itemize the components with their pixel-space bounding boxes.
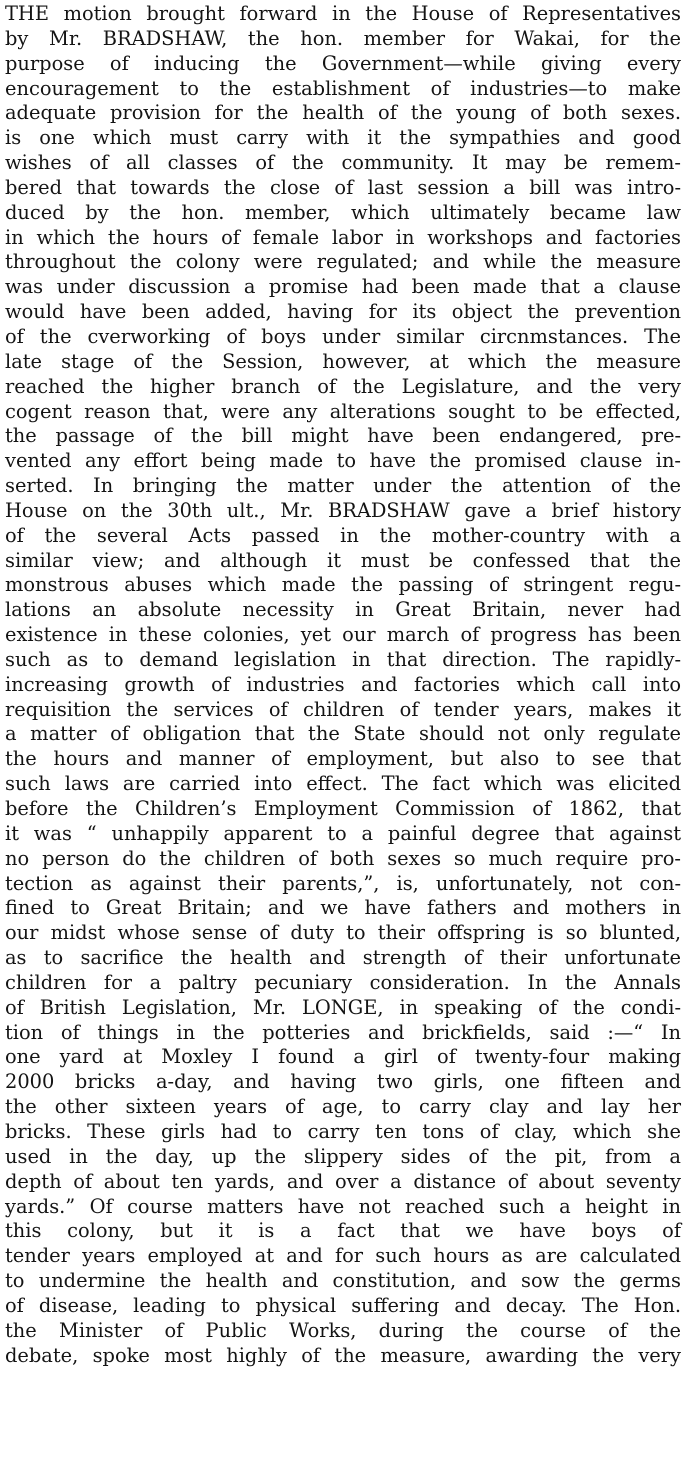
- text-line: would have been added, having for its object the prevention: [5, 300, 681, 324]
- text-line: as to sacrifice the health and strength of their unfortunate: [5, 946, 681, 970]
- text-line: wishes of all classes of the community. It may be remem-: [5, 151, 681, 175]
- text-line: in which the hours of female labor in workshops and factories: [5, 225, 681, 249]
- text-line: by Mr. BRADSHAW, the hon. member for Wakai, for the: [5, 26, 681, 50]
- text-line: purpose of inducing the Government—while giving every: [5, 51, 681, 75]
- text-line: this colony, but it is a fact that we have boys of: [5, 1219, 681, 1243]
- text-line: is one which must carry with it the sympathies and good: [5, 126, 681, 150]
- text-line: such as to demand legislation in that direction. The rapidly-: [5, 647, 681, 671]
- text-line: of disease, leading to physical suffering and decay. The Hon.: [5, 1293, 681, 1317]
- text-line: of the several Acts passed in the mother-country with a: [5, 523, 681, 547]
- text-line: throughout the colony were regulated; and while the measure: [5, 250, 681, 274]
- text-line: tection as against their parents,”, is, unfortunately, not con-: [5, 871, 681, 895]
- text-line: no person do the children of both sexes so much require pro-: [5, 846, 681, 870]
- text-line: 2000 bricks a-day, and having two girls, one fifteen and: [5, 1070, 681, 1094]
- text-line: existence in these colonies, yet our march of progress has been: [5, 623, 681, 647]
- article-body: [5, 2, 681, 1368]
- text-line: cogent reason that, were any alterations sought to be effected,: [5, 399, 681, 423]
- text-line: used in the day, up the slippery sides of the pit, from a: [5, 1144, 681, 1168]
- text-line: tender years employed at and for such hours as are calculated: [5, 1244, 681, 1268]
- text-line: fined to Great Britain; and we have fathers and mothers in: [5, 896, 681, 920]
- text-line: tion of things in the potteries and brickfields, said :—“ In: [5, 1020, 681, 1044]
- text-line: such laws are carried into effect. The fact which was elicited: [5, 772, 681, 796]
- text-line: late stage of the Session, however, at which the measure: [5, 349, 681, 373]
- text-line: bered that towards the close of last session a bill was intro-: [5, 175, 681, 199]
- text-line: duced by the hon. member, which ultimately became law: [5, 200, 681, 224]
- text-line: lations an absolute necessity in Great Britain, never had: [5, 598, 681, 622]
- text-line: similar view; and although it must be confessed that the: [5, 548, 681, 572]
- text-line: debate, spoke most highly of the measure, awarding the very: [5, 1343, 681, 1367]
- text-line: reached the higher branch of the Legislature, and the very: [5, 374, 681, 398]
- text-line: vented any effort being made to have the promised clause in-: [5, 449, 681, 473]
- text-line: encouragement to the establishment of industries—to make: [5, 76, 681, 100]
- text-line: children for a paltry pecuniary consideration. In the Annals: [5, 970, 681, 994]
- text-line: our midst whose sense of duty to their offspring is so blunted,: [5, 921, 681, 945]
- text-line: it was “ unhappily apparent to a painful degree that against: [5, 821, 681, 845]
- text-line: the hours and manner of employment, but also to see that: [5, 747, 681, 771]
- text-line: monstrous abuses which made the passing of stringent regu-: [5, 573, 681, 597]
- text-line: THE motion brought forward in the House of Representatives: [5, 2, 681, 25]
- text-line: adequate provision for the health of the young of both sexes.: [5, 101, 681, 125]
- text-line: serted. In bringing the matter under the attention of the: [5, 474, 681, 498]
- text-line: the passage of the bill might have been endangered, pre-: [5, 424, 681, 448]
- text-line: to undermine the health and constitution, and sow the germs: [5, 1269, 681, 1293]
- text-line: bricks. These girls had to carry ten tons of clay, which she: [5, 1119, 681, 1143]
- text-line: depth of about ten yards, and over a distance of about seventy: [5, 1169, 681, 1193]
- text-line: the other sixteen years of age, to carry clay and lay her: [5, 1095, 681, 1119]
- text-line: a matter of obligation that the State should not only regulate: [5, 722, 681, 746]
- text-line: increasing growth of industries and factories which call into: [5, 672, 681, 696]
- text-line: the Minister of Public Works, during the course of the: [5, 1318, 681, 1342]
- text-line: before the Children’s Employment Commission of 1862, that: [5, 797, 681, 820]
- text-line: requisition the services of children of tender years, makes it: [5, 697, 681, 721]
- text-line: one yard at Moxley I found a girl of twenty-four making: [5, 1045, 681, 1069]
- text-line: of the cverworking of boys under similar circnmstances. The: [5, 324, 681, 348]
- text-line: House on the 30th ult., Mr. BRADSHAW gave a brief history: [5, 498, 681, 522]
- text-line: was under discussion a promise had been made that a clause: [5, 275, 681, 299]
- text-line: of British Legislation, Mr. LONGE, in speaking of the condi-: [5, 995, 681, 1019]
- text-line: yards.” Of course matters have not reached such a height in: [5, 1194, 681, 1218]
